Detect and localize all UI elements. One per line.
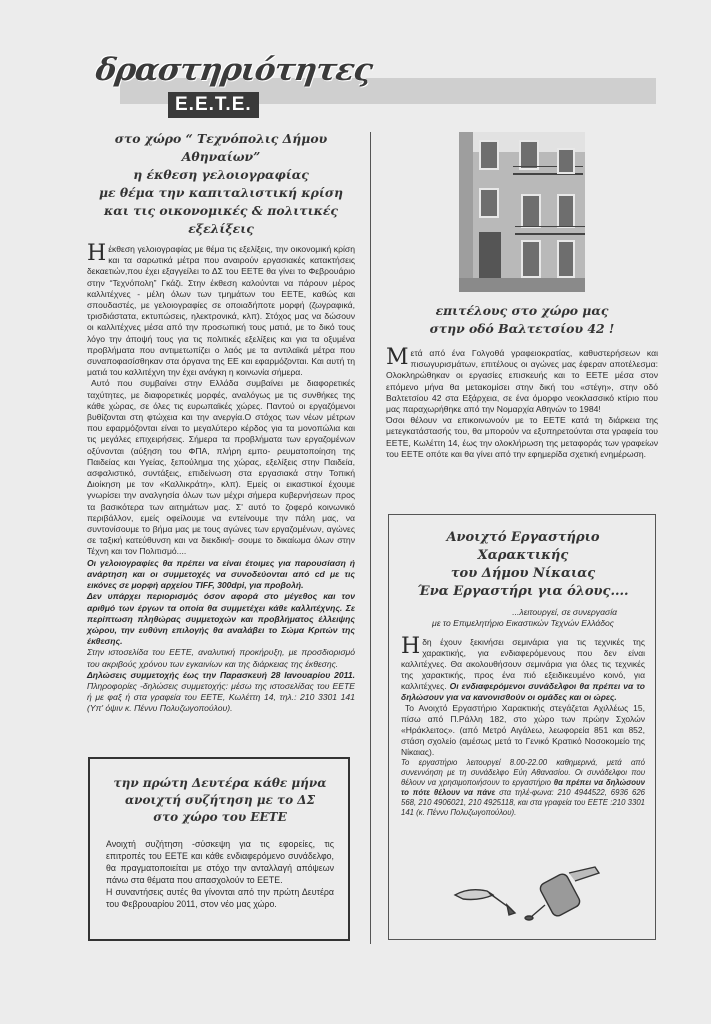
box2-title-line: Ένα Εργαστήρι για όλους....: [417, 584, 629, 599]
box2-p1-text: δη έχουν ξεκινήσει σεμινάρια για τις τεχνικές της χαρακτικής, για ενδιαφερόμενους που δεν είναι καλλιτέχνες. Θα ακολουθήσουν σεμινάρια για όλες τις τεχνικές της χαρακτικής, προς ένα πιό εξειδικευμένο κοινό, για καλλιτέχνες.: [401, 637, 645, 691]
article1-deadline-note: [87, 670, 355, 715]
box2-body: [401, 634, 646, 818]
box2-title-line: του Δήμου Νίκαιας: [450, 566, 596, 581]
article2-body: [386, 345, 658, 460]
left-column: [87, 130, 355, 715]
article1-website-note: Στην ιστοσελίδα του ΕΕΤΕ, αναλυτική προκήρυξη, με προσδιορισμό του ακριβούς χρόνου των εγκαινίων και της διάρκειας της έκθεσης.: [87, 647, 355, 669]
logo-script-text: δραστηριότητες: [93, 52, 375, 88]
right-column: [386, 132, 658, 460]
article1-body: [87, 241, 355, 715]
printmaking-workshop-box: [388, 514, 656, 940]
box1-body: [106, 838, 334, 910]
dropcap: Η: [87, 241, 107, 266]
building-photo: [459, 132, 585, 292]
box2-p3-text: Το εργαστήριο λειτουργεί 8.00-22.00 καθημερινά, μετά από συνεννόηση με τη συνάδελφο Εύη Αθανασίου. Οι συνάδελφοι που θέλουν να χρησιμοποιήσουν το εργαστήριο: [401, 758, 645, 787]
box2-hours-note: [401, 758, 645, 818]
box2-p3-rest: στα τηλέ-φωνα: 210 4944522, 6936 626 568, 210 4906021, 210 4925118, και στα γραφεία του ΕΕΤΕ :210 3301 141 (κ. Πέννυ Πολυζωγοπούλου).: [401, 788, 646, 817]
box2-subtitle-line: ...λειτουργεί, σε συνεργασία: [512, 607, 617, 617]
article2-title-line: επιτέλους στο χώρο μας: [435, 303, 609, 318]
article1-title: [87, 130, 355, 238]
logo-acronym: Ε.Ε.Τ.Ε.: [168, 92, 259, 118]
open-discussion-box: [88, 757, 350, 941]
article1-paragraph: [87, 241, 355, 378]
contact-text: Πληροφορίες -δηλώσεις συμμετοχής: μέσω της ιστοσελίδας του ΕΕΤΕ ή με φαξ ή στα γραφεία του ΕΕΤΕ, Κωλέττη 14, τηλ.: 210 3301 141 (Υπ' όψιν κ. Πέννυ Πολυζωγοπούλου).: [87, 680, 355, 714]
article1-bold-note: Δεν υπάρχει περιορισμός όσον αφορά στο μέγεθος και τον αριθμό των έργων τα οποία θα συμμετέχει κάθε καλλιτέχνης. Σε περίπτωση πληθώρας συμμετοχών και προβλήματος έλλειψης χώρου, την ευθύνη επιλογής θα αναλάβει το Σώμα Κριτών της έκθεσης.: [87, 591, 355, 647]
article1-bold-note: Οι γελοιογραφίες θα πρέπει να είναι έτοιμες για παρουσίαση ή ανάρτηση και οι συμμετοχές να συνοδεύονται από cd με τις εικόνες σε μορφή αρχείου TIFF, 300dpi, για προβολή.: [87, 557, 355, 591]
box1-title-line: ανοιχτή συζήτηση με το ΔΣ: [124, 793, 316, 807]
article2-title-line: στην οδό Βαλτετσίου 42 !: [429, 321, 615, 336]
article1-paragraph: Αυτό που συμβαίνει στην Ελλάδα συμβαίνει με διαφορετικές ταχύτητες, με διαφορετικές μορφές, αναλόγως με τις συνθήκες της κάθε χώρας, σε όλες τις ευρωπαϊκές χώρες. Παντού οι εργαζόμενοι βυθίζονται στη φτώχεια και την ανεργία.Ο στόχος των νέων μέτρων που εφαρμόζονται είναι το μεγαλύτερο κέρδος για τα μονοπώλια και τις μεγάλες επιχειρήσεις. Σήμερα τα προβλήματα των εργαζομένων οξύνονται (αύξηση του ΦΠΑ, πλήρη εμπο- ρευματοποίηση της Παιδείας και Υγείας, ξεπούλημα της χώρας, εξελίξεις στην Παιδεία, ασφαλιστικό, συντάξεις, επιδείνωση στα εργασιακά στην Τοπική Διοίκηση με τον «Καλλικράτη», κλπ). Εμείς οι εικαστικοί έχουμε γνωρίσει την αναλγησία όλων των μέχρι σήμερα κυβερνήσεων προς τα βασικότερα των αιτημάτων μας. Σ' αυτό το ζοφερό κοινωνικό περιβάλλον, εμείς οφείλουμε να εντείνουμε την πάλη μας, να συντονίσουμε το βήμα μας με τους αγώνες των εργαζομένων, αγώνες σε ταξική κατεύθυνση και να διεκδική- σουμε το δικαίωμα όλων στην Τέχνη και τον Πολιτισμό....: [87, 378, 355, 557]
article1-title-line: με θέμα την καπιταλιστική κρίση: [98, 185, 344, 200]
dropcap: Η: [401, 634, 421, 659]
article1-p1-text: έκθεση γελοιογραφίας με θέμα τις εξελίξεις, την οικονομική κρίση και τα σαρωτικά μέτρα που αναιρούν εργασιακές κατακτήσεις δεκαετιών,που έχει εξαγγείλει το ΔΣ του ΕΕΤΕ θα γίνει το Φεβρουάριο στην “Τεχνόπολη” Γκάζι. Στην έκθεση καλούνται να πάρουν μέρος καλλιτέχνες - μέλη όλων των τμημάτων του ΕΕΤΕ, καθώς και σπουδαστές, με γελοιογραφίες σε οποιαδήποτε μορφή (ζωγραφικά, τρισδιάστατα, εκτυπώσεις, ηλεκτρονικά, κλπ). Στόχος μας να δώσουν οι καλλιτέχνες μέσα από την προσωπική τους ματιά, με το δικό τους λόγο την άποψή τους για τις πολιτικές εξελίξεις και για τα οξυμένα προβλήματα που αντιμετωπίζει ο λαός με τα αντιλαϊκά μέτρα που συναποφασίσθηκαν στα όργανα της ΕΕ και εφαρμόζονται. Και αυτή τη ματιά του καλλιτέχνη την έχει ανάγκη η κοινωνία σήμερα.: [87, 244, 355, 378]
box1-paragraph: Η συναντήσεις αυτές θα γίνονται από την πρώτη Δευτέρα του Φεβρουαρίου 2011, στον νέο μας χώρο.: [106, 887, 334, 909]
dropcap: Μ: [386, 345, 409, 370]
box1-title-line: την πρώτη Δευτέρα κάθε μήνα: [113, 776, 327, 790]
section-logo: [92, 52, 375, 122]
box2-p3-bold: θα πρέπει να δηλώσουν το πότε θέλουν να πάνε: [401, 778, 645, 797]
article2-p1-text: ετά από ένα Γολγοθά γραφειοκρατίας, καθυστερήσεων και πισωγυρισμάτων, επιτέλους οι αγώνες μας έφεραν αποτέλεσμα: Ολοκληρώθηκαν οι εργασίες επισκευής και το ΕΕΤΕ μέσα στον επόμενο μήνα θα μετακομίσει στην δική του «στέγη», στην οδό Βαλτετσίου 42 στα Εξάρχεια, σε ένα όμορφο νεοκλασσικό κτίριο που μας παραχωρήθηκε από την Νομαρχία Αθηνών το 1984!: [386, 348, 658, 415]
box1-title: [106, 775, 334, 826]
box2-subtitle: [401, 607, 645, 629]
article2-paragraph: Όσοι θέλουν να επικοινωνούν με το ΕΕΤΕ κατά τη διάρκεια της μετεγκατάστασής του, θα μπορούν να εξυπηρετούνται στα γραφεία του ΕΕΤΕ, Κωλέττη 14, έως την ολοκλήρωση της μεταφοράς των γραφείων του ΕΕΤΕ οπότε και θα γίνει από την εφημερίδα σχετική ενημέρωση.: [386, 415, 658, 459]
printmaking-tools-illustration: [449, 865, 609, 923]
box2-title: [401, 529, 645, 601]
box2-paragraph: [401, 634, 645, 703]
box2-subtitle-line: με το Επιμελητήριο Εικαστικών Τεχνών Ελλάδος: [432, 618, 614, 628]
article1-title-line: η έκθεση γελοιογραφίας: [133, 167, 309, 182]
box1-paragraph: Ανοιχτή συζήτηση -σύσκεψη για τις εφορείες, τις επιτροπές του ΕΕΤΕ και κάθε ενδιαφερόμενο συνάδελφο, θα πραγματοποιείται με στόχο την ανταλλαγή απόψεων πάνω στα θέματα που απασχολούν το ΕΕΤΕ.: [106, 839, 334, 885]
article1-title-line: και τις οικονομικές & πολιτικές εξελίξεις: [104, 203, 338, 236]
deadline-text: Δηλώσεις συμμετοχής έως την Παρασκευή 28 Ιανουαρίου 2011.: [87, 669, 355, 680]
article1-title-line: στο χώρο “ Τεχνόπολις Δήμου Αθηναίων”: [114, 131, 328, 164]
article2-paragraph: [386, 345, 658, 415]
box2-title-line: Ανοιχτό Εργαστήριο Χαρακτικής: [446, 530, 600, 563]
article2-title: [386, 302, 658, 338]
box2-p1-bold: Οι ενδιαφερόμενοι συνάδελφοι θα πρέπει να το δηλώσουν για να κανονισθούν οι ομάδες και οι ώρες.: [401, 681, 645, 702]
box1-title-line: στο χώρο του ΕΕΤΕ: [153, 810, 287, 824]
column-divider: [370, 132, 371, 944]
box2-paragraph: Το Ανοιχτό Εργαστήριο Χαρακτικής στεγάζεται Αχιλλέως 15, πίσω από Π.Ράλλη 182, στο χώρο των πρώην Σχολών «Ηράκλειτος». (από Μετρό Αιγάλεω, λεωφορεία 851 και 852, στάση σχολείο (αμέσως μετά το Γενικό Κρατικό Νοσοκομείο της Νίκαιας).: [401, 703, 645, 757]
